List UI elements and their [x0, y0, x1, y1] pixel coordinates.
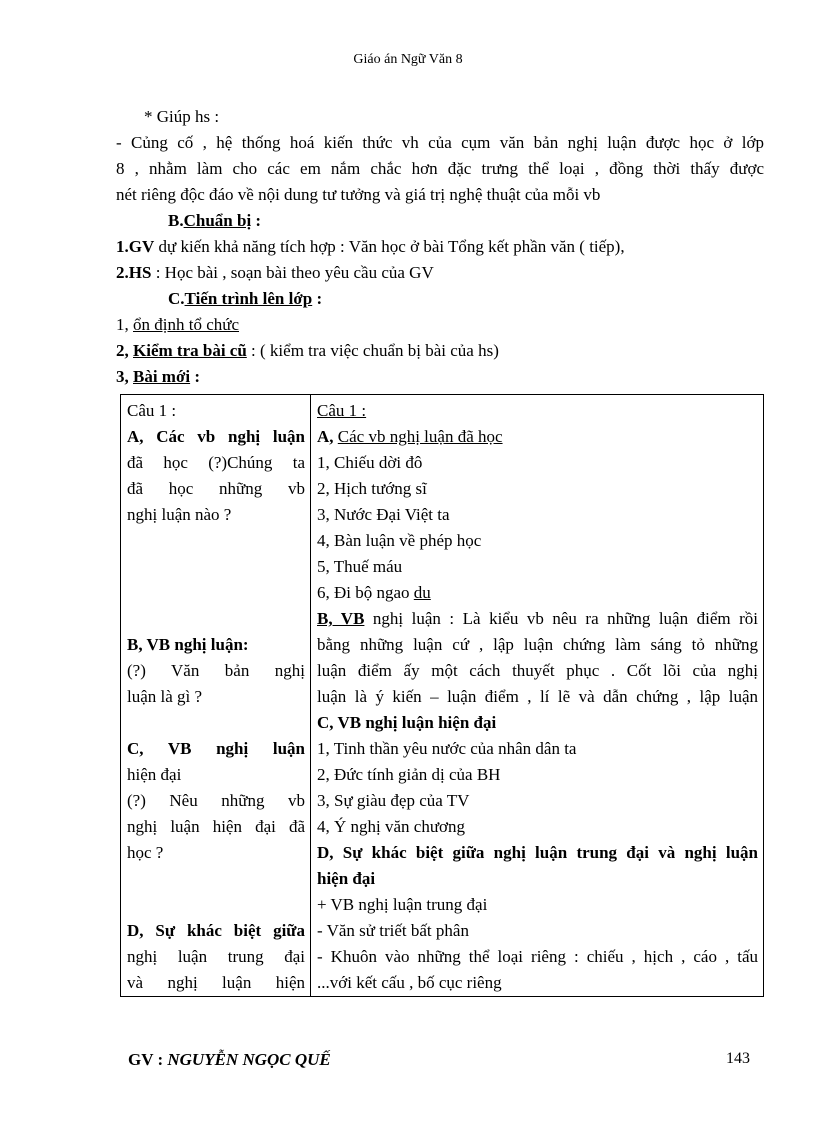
- list-item: - Khuôn vào những thể loại riêng : chiếu , hịch , cáo , tấu: [317, 947, 758, 966]
- step-2-prefix: 2,: [116, 341, 133, 360]
- section-c-title: Tiến trình lên lớp: [184, 289, 313, 308]
- lesson-table: [120, 394, 764, 997]
- section-c-prefix: C.: [168, 289, 185, 308]
- list-item: 4, Ý nghị văn chương: [317, 817, 466, 836]
- intro-line-3: nét riêng độc đáo về nội dung tư tưởng và giá trị nghệ thuật của mỗi vb: [116, 185, 601, 204]
- left-a-line-4: nghị luận nào ?: [127, 505, 232, 524]
- right-b-line-2: bằng những luận cứ , lập luận chứng làm sáng tỏ những: [317, 635, 758, 654]
- section-b-prefix: B.: [168, 211, 184, 230]
- left-a-line-3: đã học những vb: [127, 479, 305, 498]
- questions-column: [121, 395, 311, 997]
- left-a-line-2: đã học (?)Chúng ta: [127, 453, 305, 472]
- step-1-title: ổn định tổ chức: [133, 315, 240, 334]
- step-2-text: : ( kiểm tra việc chuẩn bị bài của hs): [246, 341, 499, 360]
- left-c-line-5: học ?: [127, 843, 164, 862]
- right-b-line-1: [317, 606, 758, 632]
- right-a-title: Các vb nghị luận đã học: [337, 427, 503, 446]
- list-item: 3, Sự giàu đẹp của TV: [317, 791, 470, 810]
- left-b-line-1: (?) Văn bản nghị: [127, 661, 305, 680]
- list-item: + VB nghị luận trung đại: [317, 895, 488, 914]
- list-item: 2, Hịch tướng sĩ: [317, 479, 427, 498]
- hs-prep-line: [116, 260, 764, 286]
- left-b-line-2: luận là gì ?: [127, 687, 203, 706]
- list-item: ...với kết cấu , bố cục riêng: [317, 973, 502, 992]
- left-b-head: B, VB nghị luận:: [127, 635, 249, 654]
- page-header: Giáo án Ngữ Văn 8: [353, 52, 463, 67]
- a-item6-text: 6, Đi bộ ngao: [317, 583, 414, 602]
- left-cau1: Câu 1 :: [127, 401, 177, 420]
- gv-prep-line: [116, 234, 764, 260]
- left-c-line-2: hiện đại: [127, 765, 182, 784]
- answers-column: [311, 395, 764, 997]
- left-d-line-3: và nghị luận hiện: [127, 973, 305, 992]
- step-3: [116, 364, 764, 390]
- footer-teacher: [128, 1050, 331, 1070]
- step-2-title: Kiểm tra bài cũ: [133, 341, 247, 360]
- left-c-line-1: C, VB nghị luận: [127, 739, 305, 758]
- step-3-suffix: :: [190, 367, 201, 386]
- table-row: [121, 395, 764, 997]
- section-b-title: Chuẩn bị: [183, 211, 252, 230]
- right-d-line-1: D, Sự khác biệt giữa nghị luận trung đại và nghị luận: [317, 843, 758, 862]
- right-cau1: Câu 1 :: [317, 401, 367, 420]
- footer-gv-label: GV :: [128, 1050, 168, 1069]
- gv-text: dự kiến khả năng tích hợp : Văn học ở bài Tổng kết phần văn ( tiếp),: [154, 237, 625, 256]
- left-d-line-2: nghị luận trung đại: [127, 947, 305, 966]
- intro-line-1: - Củng cố , hệ thống hoá kiến thức vh của cụm văn bản nghị luận được học ở lớp: [116, 133, 764, 152]
- right-a-prefix: A,: [317, 427, 338, 446]
- list-item: 2, Đức tính giản dị của BH: [317, 765, 501, 784]
- right-c-heading: C, VB nghị luận hiện đại: [317, 713, 497, 732]
- a-item6-underlined: du: [413, 583, 431, 602]
- hs-text: : Học bài , soạn bài theo yêu cầu của GV: [151, 263, 434, 282]
- step-2: [116, 338, 764, 364]
- gv-label: 1.GV: [116, 237, 155, 256]
- right-b-line-4: luận là ý kiến – luận điểm , lí lẽ và dẫn chứng , lập luận: [317, 687, 758, 706]
- giup-hs-label: * Giúp hs :: [144, 107, 220, 126]
- footer-teacher-name: NGUYỄN NGỌC QUẾ: [167, 1050, 331, 1069]
- left-a-line-1: A, Các vb nghị luận: [127, 427, 305, 446]
- section-c-heading: [116, 286, 764, 312]
- right-b-line-3: luận điểm ấy một cách thuyết phục . Cốt lõi của nghị: [317, 661, 758, 680]
- list-item: [317, 580, 758, 606]
- list-item: 1, Chiếu dời đô: [317, 453, 423, 472]
- right-a-heading: [317, 424, 758, 450]
- step-3-prefix: 3,: [116, 367, 133, 386]
- list-item: 3, Nước Đại Việt ta: [317, 505, 450, 524]
- section-b-heading: [116, 208, 764, 234]
- list-item: 1, Tinh thần yêu nước của nhân dân ta: [317, 739, 577, 758]
- list-item: - Văn sử triết bất phân: [317, 921, 469, 940]
- right-b-title: B, VB: [317, 609, 365, 628]
- step-3-title: Bài mới: [133, 367, 191, 386]
- section-b-suffix: :: [251, 211, 262, 230]
- right-b-text: nghị luận : Là kiểu vb nêu ra những luận điểm rồi: [364, 609, 758, 628]
- hs-label: 2.HS: [116, 263, 152, 282]
- left-d-line-1: D, Sự khác biệt giữa: [127, 921, 305, 940]
- lesson-body: [116, 104, 764, 390]
- list-item: 4, Bàn luận về phép học: [317, 531, 482, 550]
- left-c-line-4: nghị luận hiện đại đã: [127, 817, 305, 836]
- page-number: 143: [726, 1050, 750, 1067]
- step-1: [116, 312, 764, 338]
- right-d-line-2: hiện đại: [317, 869, 376, 888]
- list-item: 5, Thuế máu: [317, 557, 403, 576]
- section-c-suffix: :: [312, 289, 323, 308]
- intro-line-2: 8 , nhằm làm cho các em nắm chắc hơn đặc trưng thể loại , đồng thời thấy được: [116, 159, 764, 178]
- left-c-line-3: (?) Nêu những vb: [127, 791, 305, 810]
- step-1-prefix: 1,: [116, 315, 133, 334]
